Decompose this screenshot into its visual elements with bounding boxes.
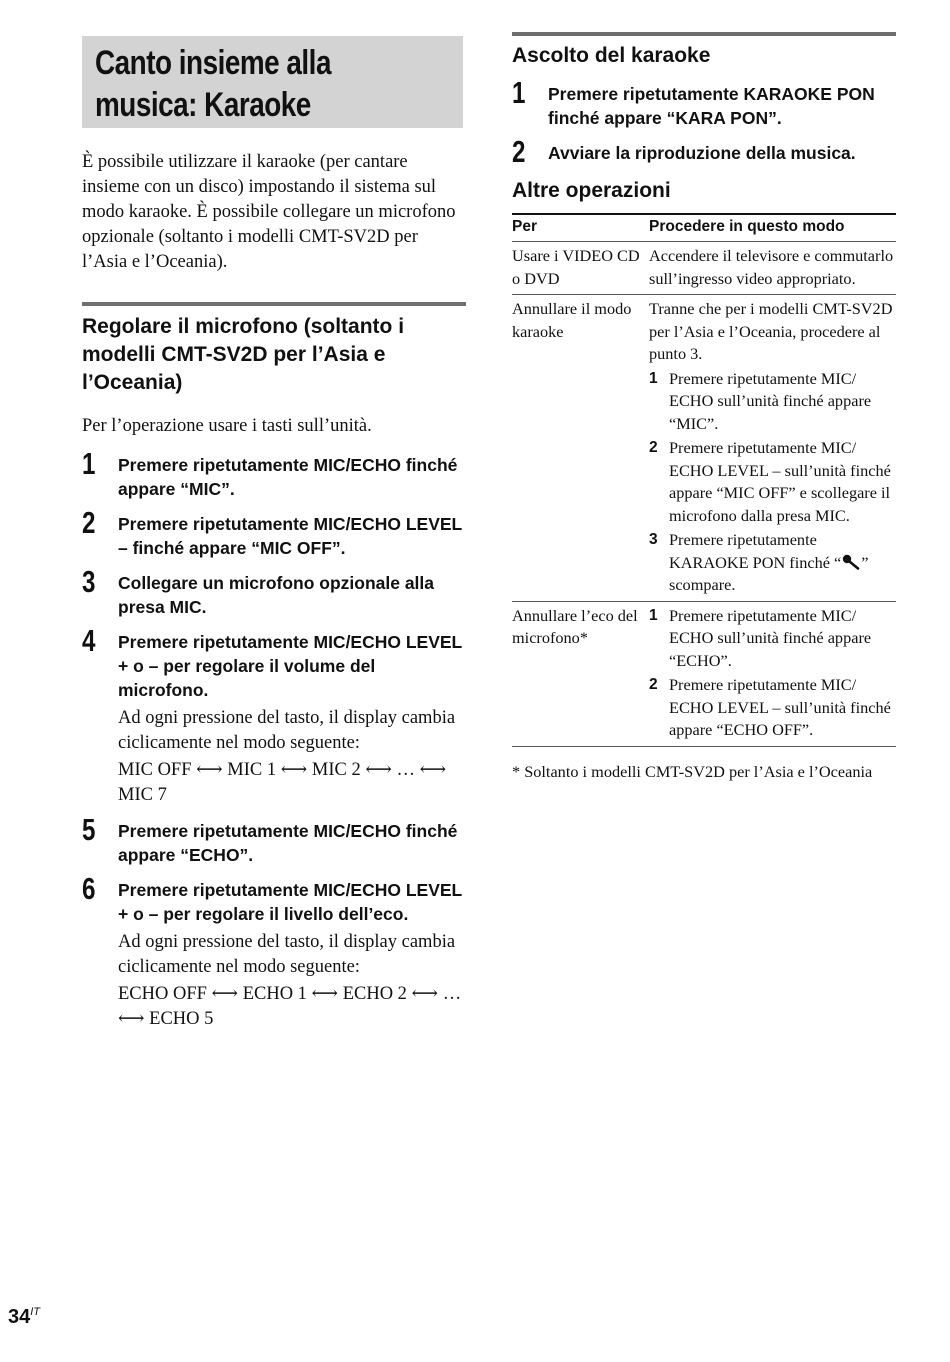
step-text: Premere ripetutamente MIC/ECHO LEVEL – finché appare “MIC OFF”. [118,514,462,558]
step-number: 2 [512,134,526,169]
step-6 [82,871,466,1032]
section-intro: Per l’operazione usare i tasti sull’unità. [82,416,372,436]
display-sequence: MIC OFF ⟷ MIC 1 ⟷ MIC 2 ⟷ … ⟷ MIC 7 [118,760,447,805]
table-row [512,601,896,746]
table-cell-action [649,295,896,602]
step-2 [82,505,466,560]
page-title-box [82,36,463,128]
substep [649,437,896,527]
section-divider [512,32,896,36]
table-cell-action: Accendere il televisore e commutarlo sull’ingresso video appropriato. [649,242,896,295]
step-text: Premere ripetutamente MIC/ECHO finché appare “MIC”. [118,455,458,499]
step-3 [82,564,466,619]
step-text: Premere ripetutamente MIC/ECHO LEVEL + o – per regolare il livello dell’eco. [118,880,462,924]
substep-text: Premere ripetutamente MIC/ ECHO sull’unità finché appare “MIC”. [669,368,872,433]
substep-number: 2 [649,439,658,456]
substep-text: Premere ripetutamente MIC/ ECHO sull’unità finché appare “ECHO”. [669,605,872,670]
step-1 [82,446,466,501]
footnote: * Soltanto i modelli CMT-SV2D per l’Asia e l’Oceania [512,761,873,781]
left-column [82,36,466,1032]
page-title-line2: musica: Karaoke [95,86,311,124]
page-number [8,1306,40,1329]
substep-number: 3 [649,531,658,548]
table-cell-per: Usare i VIDEO CD o DVD [512,242,649,295]
substep [649,674,896,742]
microphone-icon [841,554,861,570]
substep-number: 1 [649,369,658,387]
step-note: Ad ogni pressione del tasto, il display cambia ciclicamente nel modo seguente: [118,708,456,753]
substep [649,605,896,673]
step-number: 3 [82,564,96,599]
section-heading-microfono: Regolare il microfono (soltanto i modelli CMT-SV2D per l’Asia e l’Oceania) [82,315,405,394]
action-text: Tranne che per i modelli CMT-SV2D per l’Asia e l’Oceania, procedere al punto 3. [649,299,893,363]
table-row [512,295,896,602]
substep [649,368,896,436]
step-number: 1 [512,75,526,110]
table-header-row [512,214,896,242]
step-text: Collegare un microfono opzionale alla presa MIC. [118,573,435,617]
karaoke-step-1 [512,75,896,130]
page-title-line1: Canto insieme alla [95,44,331,82]
step-text: Premere ripetutamente MIC/ECHO finché appare “ECHO”. [118,821,458,865]
operations-table [512,213,896,747]
table-cell-per: Annullare l’eco del microfono* [512,601,649,746]
step-4 [82,623,466,808]
substep-number: 2 [649,676,658,693]
right-column [512,32,896,783]
display-sequence: ECHO OFF ⟷ ECHO 1 ⟷ ECHO 2 ⟷ … ⟷ ECHO 5 [118,984,462,1029]
table-cell-per: Annullare il modo karaoke [512,295,649,602]
table-row [512,242,896,295]
substep-number: 1 [649,606,658,624]
step-text: Avviare la riproduzione della musica. [548,143,856,163]
step-number: 1 [82,446,96,481]
substep-text: Premere ripetutamente MIC/ ECHO LEVEL – sull’unità finché appare “MIC OFF” e scollegare il microfono dalla presa MIC. [669,438,891,525]
substep [649,529,896,597]
substep-text: Premere ripetutamente MIC/ ECHO LEVEL – sull’unità finché appare “ECHO OFF”. [669,675,891,739]
step-text: Premere ripetutamente MIC/ECHO LEVEL + o – per regolare il volume del microfono. [118,632,462,700]
step-number: 2 [82,505,96,540]
section-divider [82,302,466,306]
substep-text-after: ” scompare. [669,552,869,594]
step-number: 4 [82,623,96,658]
step-number: 5 [82,812,96,847]
section-heading-altre-operazioni: Altre operazioni [512,179,671,202]
step-note: Ad ogni pressione del tasto, il display cambia ciclicamente nel modo seguente: [118,932,456,977]
substep-text-before: Premere ripetutamente KARAOKE PON finché “ [669,530,842,572]
page-number-value: 34 [8,1306,31,1328]
step-number: 6 [82,871,96,906]
page-language-suffix: IT [30,1306,41,1318]
step-5 [82,812,466,867]
intro-paragraph: È possibile utilizzare il karaoke (per cantare insieme con un disco) impostando il sistema sul modo karaoke. È possibile collegare un microfono opzionale (soltanto i modelli CMT-SV2D per l’Asia e l’Oceania). [82,152,456,272]
section-heading-ascolto: Ascolto del karaoke [512,44,711,67]
column-header-per: Per [512,214,649,242]
column-header-procedure: Procedere in questo modo [649,214,896,242]
table-cell-action [649,601,896,746]
karaoke-step-2 [512,134,896,169]
step-text: Premere ripetutamente KARAOKE PON finché appare “KARA PON”. [548,84,875,128]
